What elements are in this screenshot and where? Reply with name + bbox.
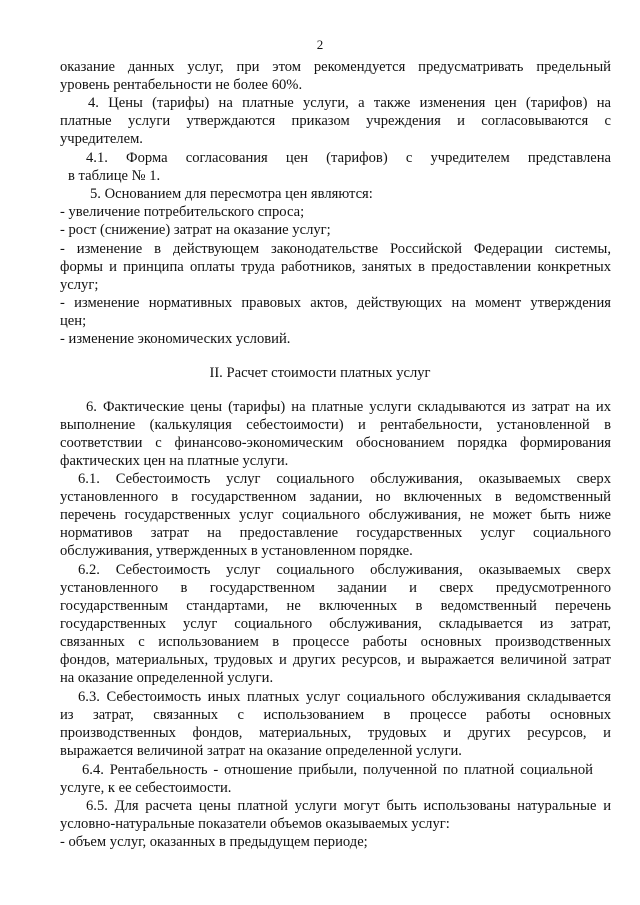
text-line: на оказание определенной услуги. [60, 670, 274, 686]
text-line: - изменение нормативных правовых актов, действующих на момент утверждения [60, 295, 611, 311]
text-line: - рост (снижение) затрат на оказание услуг; [60, 222, 331, 238]
text-line: установленного в государственном задании, но включенных в ведомственный [60, 489, 611, 505]
text-line: 6.1. Себестоимость услуг социального обслуживания, оказываемых сверх [78, 471, 611, 487]
text-line: нормативов затрат на предоставление государственных услуг социального [60, 525, 611, 541]
text-line: выполнение (калькуляция себестоимости) и рентабельности, установленной в [60, 417, 611, 433]
text-line: оказание данных услуг, при этом рекомендуется предусматривать предельный [60, 59, 611, 75]
text-line: - изменение в действующем законодательстве Российской Федерации системы, [60, 241, 611, 257]
text-line: 6.5. Для расчета цены платной услуги могут быть использованы натуральные и [86, 798, 611, 814]
text-line: связанных с использованием в процессе работы основных производственных [60, 634, 611, 650]
text-line: 6.3. Себестоимость иных платных услуг социального обслуживания складывается [78, 689, 611, 705]
text-line: платные услуги утверждаются приказом учреждения и согласовываются с [60, 113, 611, 129]
text-line: цен; [60, 313, 87, 329]
text-line: 4. Цены (тарифы) на платные услуги, а также изменения цен (тарифов) на [88, 95, 611, 111]
text-line: 6.4. Рентабельность - отношение прибыли, полученной по платной социальной [82, 762, 593, 778]
text-line: обслуживания, утвержденных в установленном порядке. [60, 543, 413, 559]
text-line: услуг; [60, 277, 99, 293]
text-line: из затрат, связанных с использованием в процессе работы основных [60, 707, 611, 723]
text-line: установленного в государственном задании и сверх предусмотренного [60, 580, 611, 596]
text-line: - увеличение потребительского спроса; [60, 204, 305, 220]
text-line: в таблице № 1. [68, 168, 161, 184]
text-line: производственных фондов, материальных, трудовых и других ресурсов, и [60, 725, 611, 741]
text-line: 6.2. Себестоимость услуг социального обслуживания, оказываемых сверх [78, 562, 611, 578]
text-line: государственным стандартами, не включенных в ведомственный перечень [60, 598, 611, 614]
text-line: государственных услуг социального обслуживания, складывается из затрат, [60, 616, 611, 632]
text-line: - изменение экономических условий. [60, 331, 291, 347]
text-line: перечень государственных услуг социального обслуживания, не может быть ниже [60, 507, 611, 523]
text-line: условно-натуральные показатели объемов оказываемых услуг: [60, 816, 450, 832]
text-line: фактических цен на платные услуги. [60, 453, 289, 469]
text-line: 4.1. Форма согласования цен (тарифов) с учредителем представлена [86, 150, 611, 166]
text-line: выражается величиной затрат на оказание определенной услуги. [60, 743, 462, 759]
text-line: соответствии с финансово-экономическим обоснованием порядка формирования [60, 435, 611, 451]
text-line: - объем услуг, оказанных в предыдущем периоде; [60, 834, 368, 850]
text-line: фондов, материальных, трудовых и других ресурсов, и выражается величиной затрат [60, 652, 611, 668]
section-heading: II. Расчет стоимости платных услуг [209, 365, 431, 381]
text-line: 6. Фактические цены (тарифы) на платные услуги складываются из затрат на их [86, 399, 611, 415]
text-line: уровень рентабельности не более 60%. [60, 77, 303, 93]
text-line: 5. Основанием для пересмотра цен являются: [90, 186, 373, 202]
text-line: формы и принципа оплаты труда работников, занятых в предоставлении конкретных [60, 259, 611, 275]
page-number: 2 [316, 37, 324, 52]
text-line: учредителем. [60, 131, 143, 147]
text-line: услуге, к ее себестоимости. [60, 780, 232, 796]
